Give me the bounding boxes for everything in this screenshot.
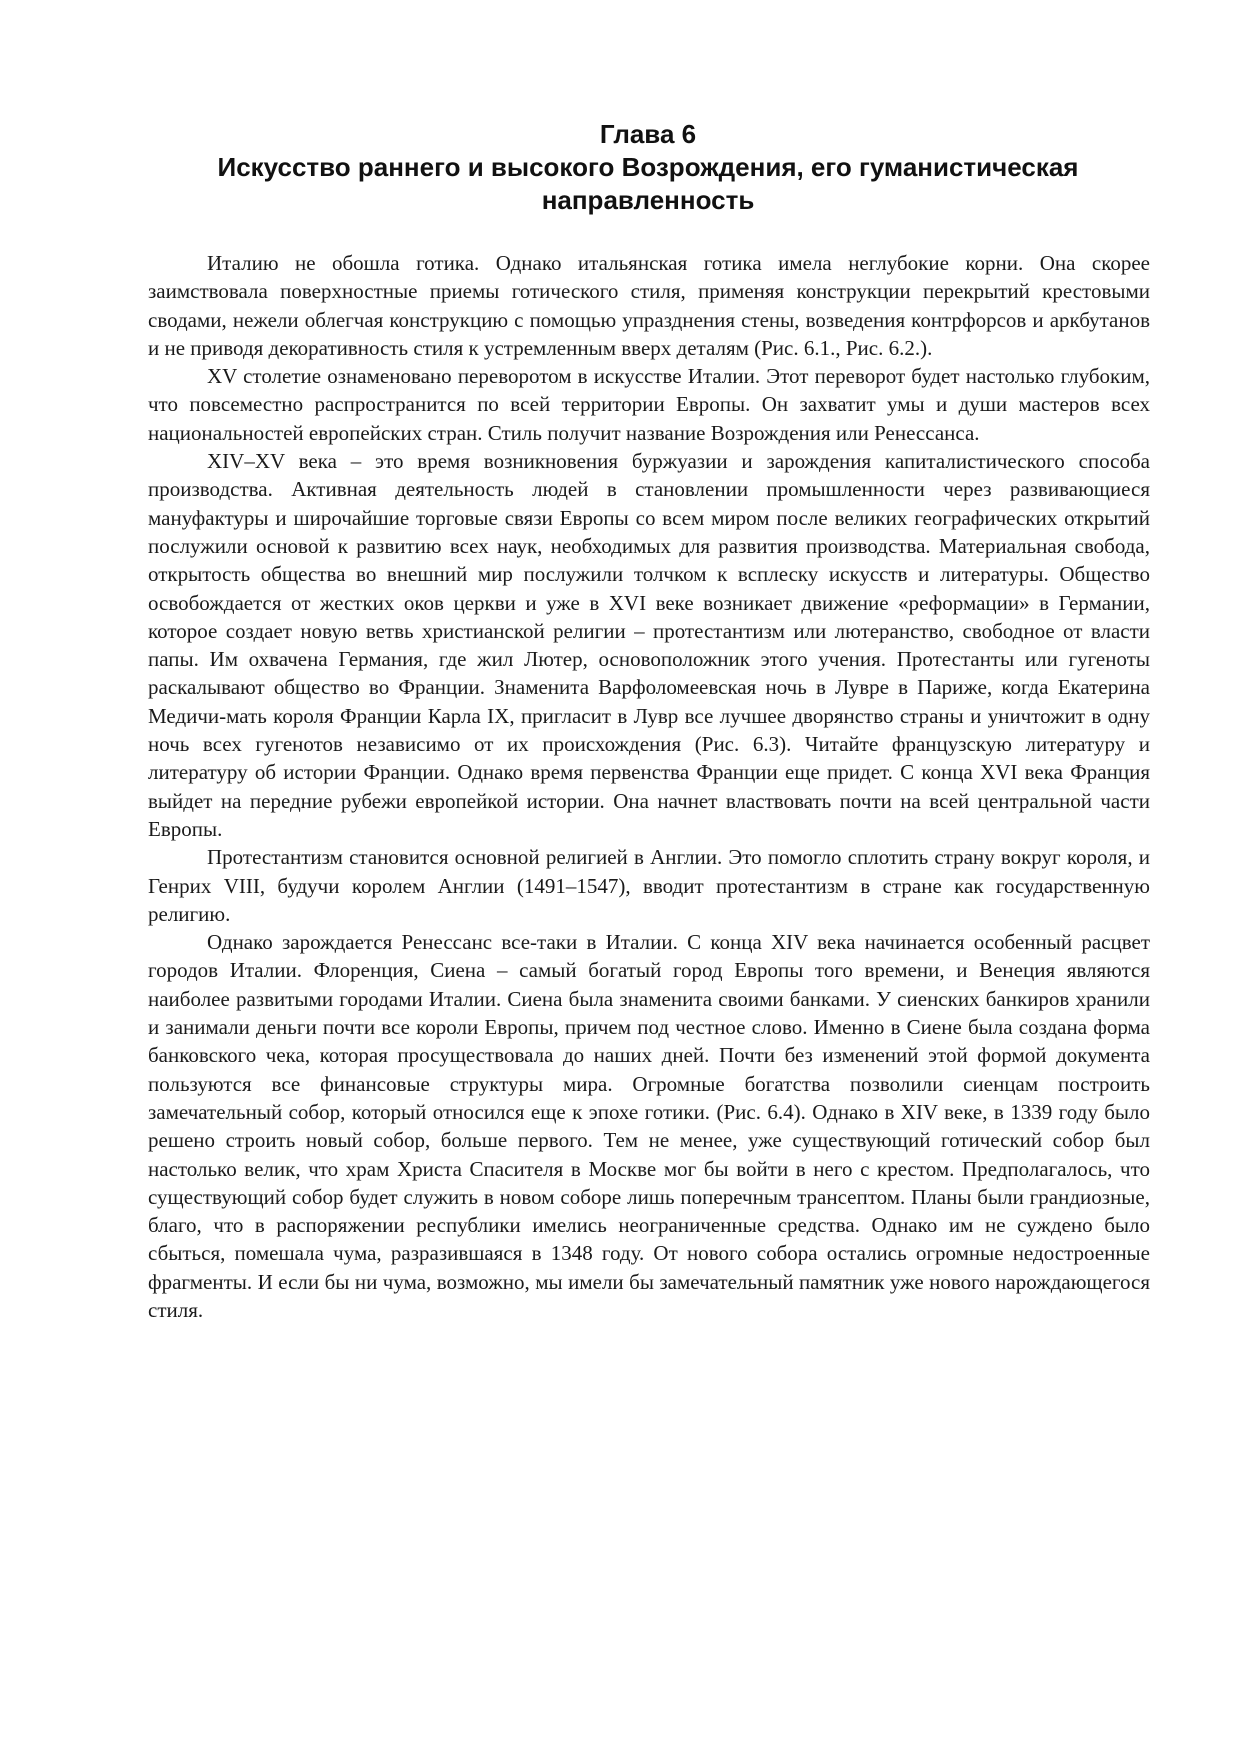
- chapter-title: Искусство раннего и высокого Возрождения, его гуманистическая направленность: [217, 152, 1079, 215]
- chapter-body: [148, 249, 1150, 1324]
- paragraph: Италию не обошла готика. Однако итальянская готика имела неглубокие корни. Она скорее заимствовала поверхностные приемы готического стиля, применяя конструкции перекрытий крестовыми сводами, нежели облегчая конструкцию с помощью упразднения стены, возведения контрфорсов и аркбутанов и не приводя декоративность стиля к устремленным вверх деталям (Рис. 6.1., Рис. 6.2.).: [148, 251, 1150, 360]
- chapter-heading: [148, 118, 1148, 217]
- chapter-number: Глава 6: [599, 119, 697, 149]
- paragraph: XV столетие ознаменовано переворотом в искусстве Италии. Этот переворот будет настолько глубоким, что повсеместно распространится по всей территории Европы. Он захватит умы и души мастеров всех национальностей европейских стран. Стиль получит название Возрождения или Ренессанса.: [148, 364, 1150, 445]
- paragraph: Однако зарождается Ренессанс все-таки в Италии. С конца XIV века начинается особенный расцвет городов Италии. Флоренция, Сиена – самый богатый город Европы того времени, и Венеция являются наиболее развитыми городами Италии. Сиена была знаменита своими банками. У сиенских банкиров хранили и занимали деньги почти все короли Европы, причем под честное слово. Именно в Сиене была создана форма банковского чека, которая просуществовала до наших дней. Почти без изменений этой формой документа пользуются все финансовые структуры мира. Огромные богатства позволили сиенцам построить замечательный собор, который относился еще к эпохе готики. (Рис. 6.4). Однако в XIV веке, в 1339 году было решено строить новый собор, больше первого. Тем не менее, уже существующий готический собор был настолько велик, что храм Христа Спасителя в Москве мог бы войти в него с крестом. Предполагалось, что существующий собор будет служить в новом соборе лишь поперечным трансептом. Планы были грандиозные, благо, что в распоряжении республики имелись неограниченные средства. Однако им не суждено было сбыться, помешала чума, разразившаяся в 1348 году. От нового собора остались огромные недостроенные фрагменты. И если бы ни чума, возможно, мы имели бы замечательный памятник уже нового нарождающегося стиля.: [148, 930, 1150, 1322]
- paragraph: XIV–XV века – это время возникновения буржуазии и зарождения капиталистического способа производства. Активная деятельность людей в становлении промышленности через развивающиеся мануфактуры и широчайшие торговые связи Европы со всем миром после великих географических открытий послужили основой к развитию всех наук, необходимых для развития производства. Материальная свобода, открытость общества во внешний мир послужили толчком к всплеску искусств и литературы. Общество освобождается от жестких оков церкви и уже в XVI веке возникает движение «реформации» в Германии, которое создает новую ветвь христианской религии – протестантизм или лютеранство, свободное от власти папы. Им охвачена Германия, где жил Лютер, основоположник этого учения. Протестанты или гугеноты раскалывают общество во Франции. Знаменита Варфоломеевская ночь в Лувре в Париже, когда Екатерина Медичи-мать короля Франции Карла IX, пригласит в Лувр все лучшее дворянство страны и уничтожит в одну ночь всех гугенотов независимо от их происхождения (Рис. 6.3). Читайте французскую литературу и литературу об истории Франции. Однако время первенства Франции еще придет. С конца XVI века Франция выйдет на передние рубежи европейкой истории. Она начнет властвовать почти на всей центральной части Европы.: [148, 449, 1150, 841]
- paragraph: Протестантизм становится основной религией в Англии. Это помогло сплотить страну вокруг короля, и Генрих VIII, будучи королем Англии (1491–1547), вводит протестантизм в стране как государственную религию.: [148, 845, 1150, 926]
